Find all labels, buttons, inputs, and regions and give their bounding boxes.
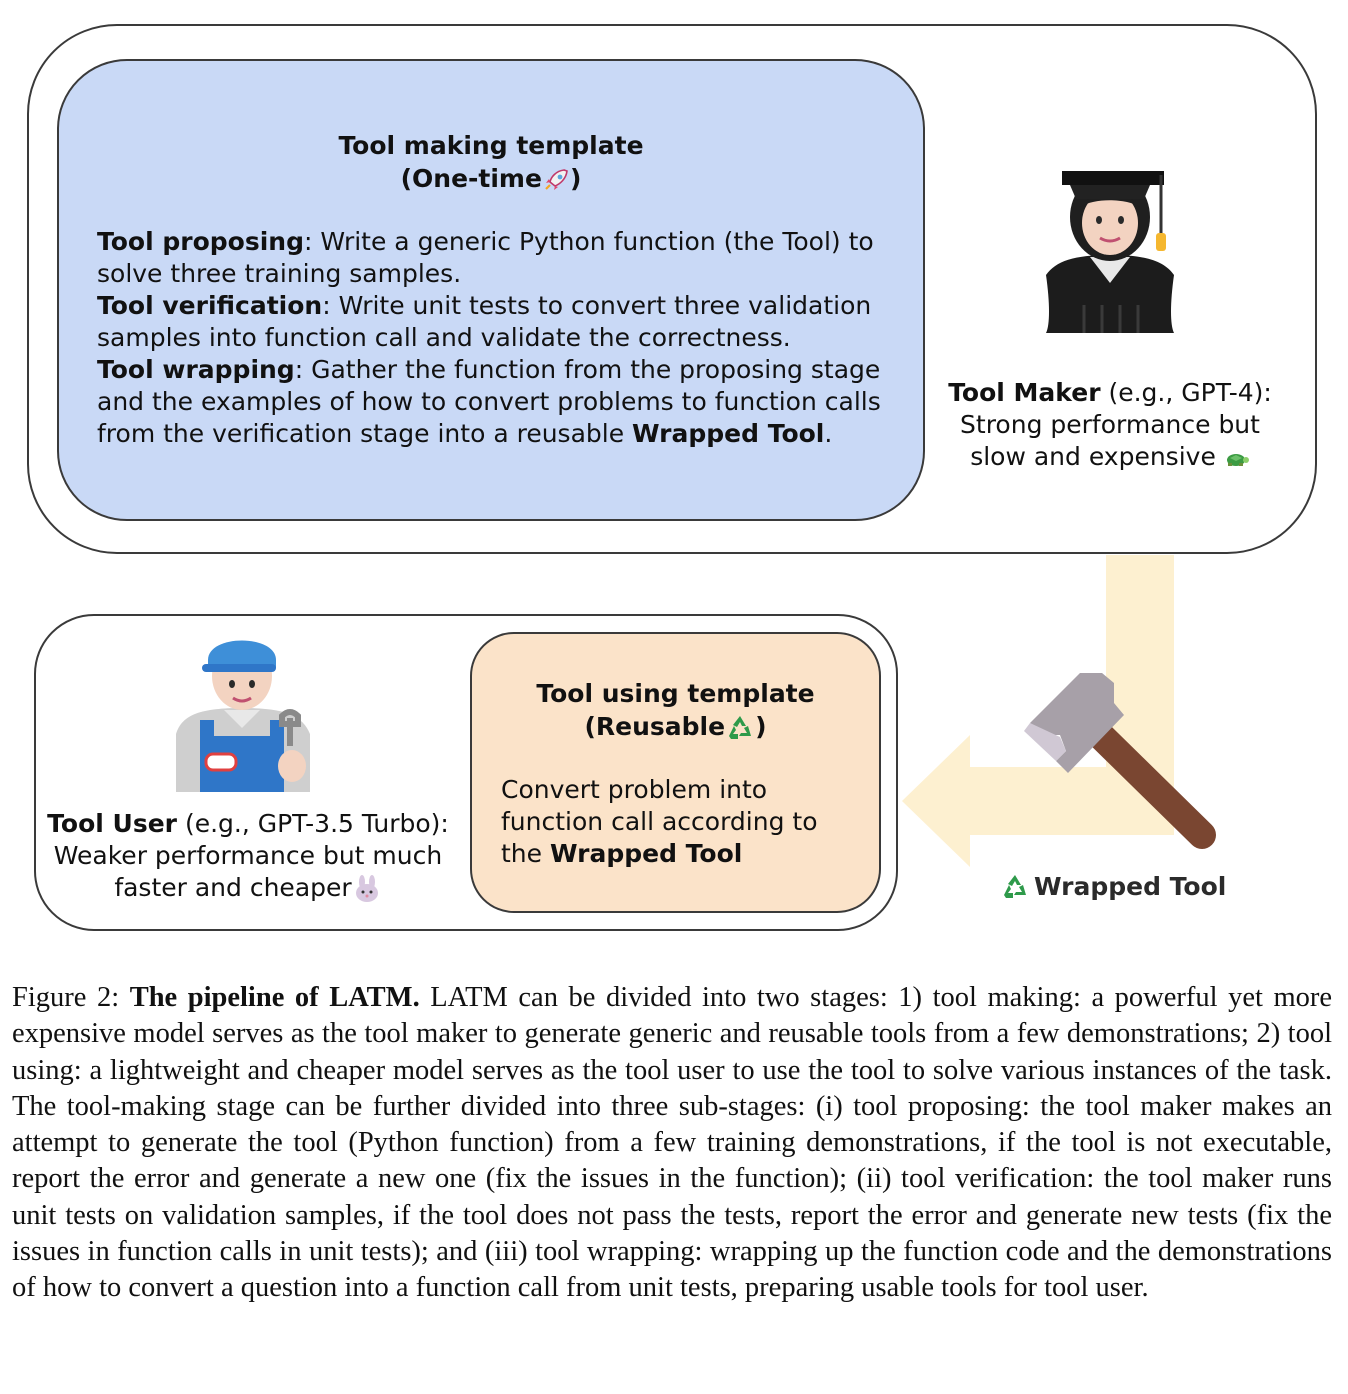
tool-using-subtitle: (Reusable ): [584, 712, 767, 741]
tool-using-description: Convert problem into function call according to the Wrapped Tool: [501, 775, 818, 868]
step-tool-proposing: Tool proposing: Write a generic Python function (the Tool) to solve three training samples.: [97, 227, 874, 288]
graduate-icon: [1040, 165, 1180, 337]
rocket-icon: [542, 167, 570, 193]
tool-user-label: Tool User: [47, 809, 177, 838]
tool-making-steps: [97, 226, 897, 450]
tool-making-subtitle: (One-time ): [400, 164, 582, 193]
tool-maker-label: Tool Maker: [948, 378, 1101, 407]
step-tool-wrapping: Tool wrapping: Gather the function from the proposing stage and the examples of how to convert problems to function calls from the verification stage into a reusable Wrapped Tool.: [97, 355, 881, 448]
rabbit-icon: [352, 875, 382, 903]
turtle-icon: [1224, 449, 1250, 467]
mechanic-icon: [172, 624, 317, 792]
tool-user-caption: Tool User (e.g., GPT-3.5 Turbo): Weaker performance but much faster and cheaper: [47, 809, 449, 902]
recycle-icon: [725, 714, 755, 742]
step-tool-verification: Tool verification: Write unit tests to convert three validation samples into function call and validate the correctness.: [97, 291, 872, 352]
tool-using-template-box: [470, 632, 881, 913]
tool-making-heading: Tool making template: [338, 131, 644, 160]
hammer-icon: [1020, 665, 1235, 860]
tool-making-title: [57, 129, 925, 195]
tool-using-title: [470, 677, 881, 743]
wrapped-tool-label: Wrapped Tool: [1000, 872, 1240, 901]
recycle-icon: [1000, 873, 1030, 901]
tool-using-heading: Tool using template: [536, 679, 815, 708]
figure-caption: Figure 2: The pipeline of LATM. LATM can be divided into two stages: 1) tool making: a powerful yet more expensive model serves as the tool maker to generate generic and reusable tools from a few demonstrations; 2) tool using: a lightweight and cheaper model serves as the tool user to use the tool to solve various instances of the task. The tool-making stage can be further divided into three sub-stages: (i) tool proposing: the tool maker makes an attempt to generate the tool (Python function) from a few training demonstrations, if the tool is not executable, report the error and generate a new one (fix the issues in the function); (ii) tool verification: the tool maker runs unit tests on validation samples, if the tool does not pass the tests, report the error and generate new tests (fix the issues in function calls in unit tests); and (iii) tool wrapping: wrapping up the function code and the demonstrations of how to convert a question into a function call from unit tests, preparing usable tools for tool user.: [12, 982, 1333, 1304]
tool-maker-caption: Tool Maker (e.g., GPT-4): Strong performance but slow and expensive: [948, 378, 1272, 471]
